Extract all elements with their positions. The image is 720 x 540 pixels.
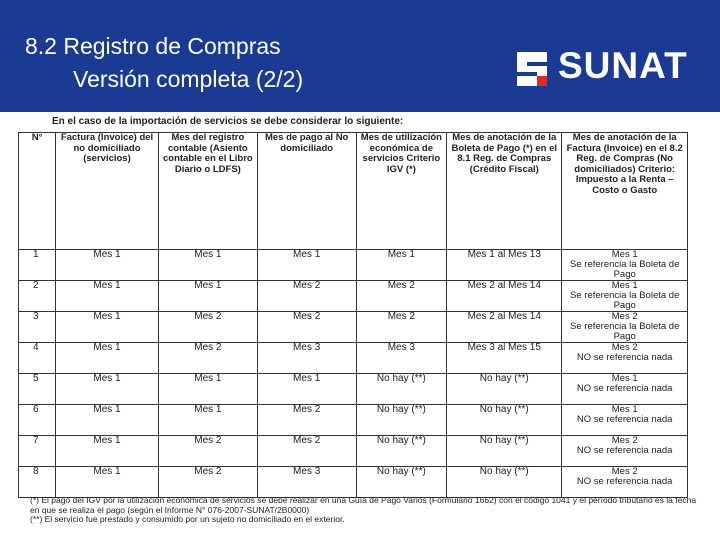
table-cell: 6	[19, 405, 56, 436]
logo-text: SUNAT	[558, 45, 688, 86]
table-row	[19, 250, 688, 281]
header	[0, 0, 720, 130]
table-cell: 3	[19, 312, 56, 343]
table-cell: 2	[19, 281, 56, 312]
table-cell: No hay (**)	[356, 436, 447, 467]
table-cell: Mes 3	[257, 467, 356, 498]
table-cell: No hay (**)	[447, 436, 562, 467]
table-cell: No hay (**)	[356, 467, 447, 498]
table-cell: Mes 2	[158, 467, 257, 498]
column-header: Mes de utilización económica de servicios Criterio IGV (*)	[356, 133, 447, 250]
table-cell: Mes 1	[56, 281, 159, 312]
column-header: N°	[19, 133, 56, 250]
sunat-logo-icon	[513, 46, 553, 90]
table-cell: Mes 1	[257, 250, 356, 281]
table-cell: Mes 1	[56, 250, 159, 281]
table-cell: Mes 1	[158, 250, 257, 281]
import-services-table	[18, 132, 688, 498]
table-cell: Mes 2	[257, 436, 356, 467]
table-cell: Mes 2	[158, 312, 257, 343]
table-cell: Mes 2	[257, 312, 356, 343]
table-cell: Mes 1 Se referencia la Boleta de Pago	[562, 250, 688, 281]
table-cell: Mes 3 al Mes 15	[447, 343, 562, 374]
table-row	[19, 436, 688, 467]
table-cell: 4	[19, 343, 56, 374]
table-cell: No hay (**)	[356, 374, 447, 405]
table-row	[19, 374, 688, 405]
column-header: Mes del registro contable (Asiento contable en el Libro Diario o LDFS)	[158, 133, 257, 250]
table-cell: Mes 1	[56, 374, 159, 405]
table-cell: Mes 1	[56, 436, 159, 467]
page-subtitle: Versión completa (2/2)	[73, 66, 304, 92]
table-cell: 5	[19, 374, 56, 405]
table-cell: No hay (**)	[447, 405, 562, 436]
table-cell: 1	[19, 250, 56, 281]
table-row	[19, 405, 688, 436]
table-row	[19, 312, 688, 343]
intro-text: En el caso de la importación de servicios se debe considerar lo siguiente:	[52, 116, 404, 127]
page-title: 8.2 Registro de Compras	[25, 33, 281, 59]
table-cell: No hay (**)	[447, 374, 562, 405]
table-cell: Mes 1 NO se referencia nada	[562, 374, 688, 405]
table-header-row	[19, 133, 688, 250]
table-cell: No hay (**)	[447, 467, 562, 498]
table-cell: Mes 2 NO se referencia nada	[562, 436, 688, 467]
table-row	[19, 467, 688, 498]
table-cell: Mes 2 NO se referencia nada	[562, 467, 688, 498]
column-header: Mes de anotación de la Boleta de Pago (*) en el 8.1 Reg. de Compras (Crédito Fiscal)	[447, 133, 562, 250]
table-cell: Mes 2	[356, 281, 447, 312]
table-cell: Mes 2	[158, 436, 257, 467]
table-cell: Mes 1	[56, 343, 159, 374]
table-cell: Mes 1	[158, 374, 257, 405]
column-header: Mes de pago al No domiciliado	[257, 133, 356, 250]
table-row	[19, 281, 688, 312]
footnote-igv: (*) El pago del IGV por la utilización económica de servicios se debe realizar en una Guía de Pago Varios (Formulario 1662) con el código 1041 y el período tributario es la fecha en que se realiza el pago (según el Informe N° 076-2007-SUNAT/2B0000)	[30, 495, 697, 515]
table-cell: Mes 1	[158, 405, 257, 436]
column-header: Mes de anotación de la Factura (Invoice) en el 8.2 Reg. de Compras (No domiciliados) Criterio: Impuesto a la Renta – Costo o Gasto	[562, 133, 688, 250]
table-cell: Mes 2 al Mes 14	[447, 312, 562, 343]
table-cell: Mes 3	[257, 343, 356, 374]
table-cell: Mes 1 al Mes 13	[447, 250, 562, 281]
sunat-logo	[513, 43, 693, 93]
table-cell: Mes 1 NO se referencia nada	[562, 405, 688, 436]
table-cell: Mes 1	[56, 467, 159, 498]
table-cell: 8	[19, 467, 56, 498]
table-cell: No hay (**)	[356, 405, 447, 436]
table-cell: Mes 2	[257, 281, 356, 312]
table-cell: Mes 1	[56, 405, 159, 436]
table-cell: Mes 1	[158, 281, 257, 312]
table-body	[19, 250, 688, 498]
table-cell: 7	[19, 436, 56, 467]
column-header: Factura (Invoice) del no domiciliado (servicios)	[56, 133, 159, 250]
content-area	[0, 112, 720, 540]
footnote-no-domiciliado: (**) El servicio fue prestado y consumido por un sujeto no domiciliado en el exterior.	[30, 514, 345, 524]
table-row	[19, 343, 688, 374]
table-cell: Mes 1 Se referencia la Boleta de Pago	[562, 281, 688, 312]
footnotes	[30, 496, 700, 525]
table-cell: Mes 1	[257, 374, 356, 405]
table-cell: Mes 2 al Mes 14	[447, 281, 562, 312]
table-cell: Mes 2	[257, 405, 356, 436]
table-cell: Mes 1	[356, 250, 447, 281]
table-cell: Mes 2 Se referencia la Boleta de Pago	[562, 312, 688, 343]
table-cell: Mes 3	[356, 343, 447, 374]
table-cell: Mes 2	[158, 343, 257, 374]
table-cell: Mes 2	[356, 312, 447, 343]
table-cell: Mes 1	[56, 312, 159, 343]
table-cell: Mes 2 NO se referencia nada	[562, 343, 688, 374]
